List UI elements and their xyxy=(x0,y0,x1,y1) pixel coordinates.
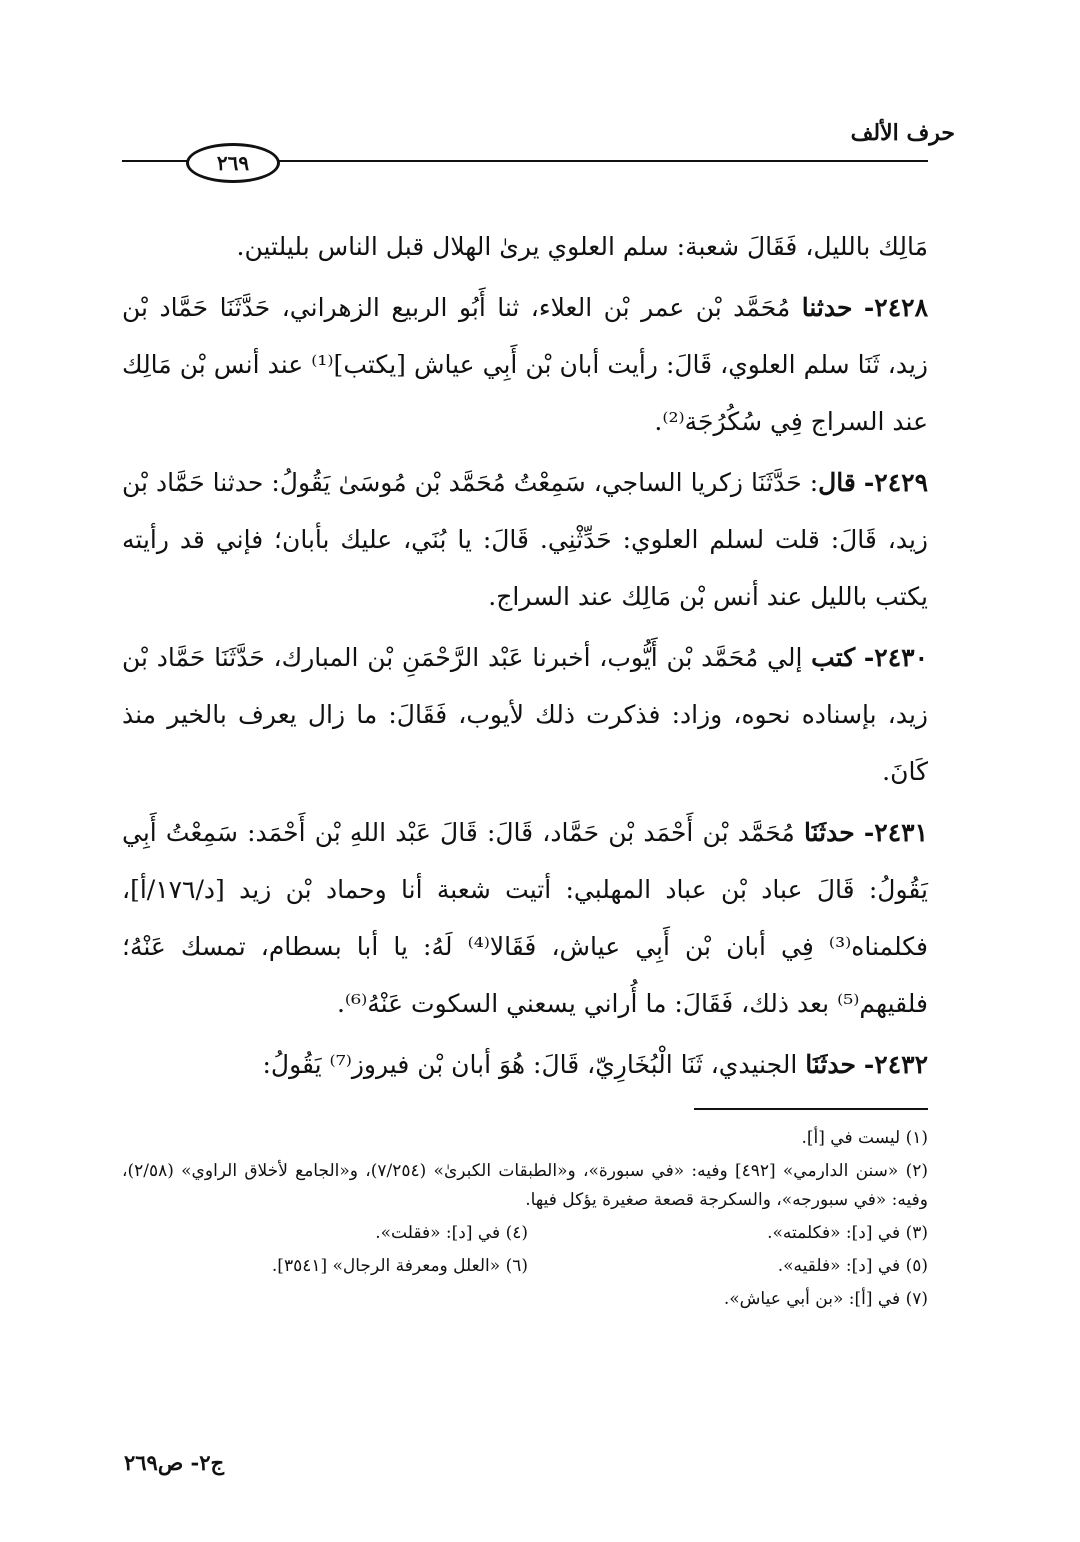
hadith-text: مُحَمَّد بْن عمر بْن العلاء، ثنا أَبُو الربيع الزهراني، حَدَّثَنَا حَمَّاد بْن زيد، ثَنَا سلم العلوي، قَالَ: رأيت أبان بْن أَبِي عياش [يكتب]⁽¹⁾ عند أنس بْن مَالِك عند السراج فِي سُكُرُجَة⁽²⁾. xyxy=(122,293,928,436)
running-title: حرف الألف xyxy=(850,120,955,146)
hadith-lead: حدثَنَا xyxy=(805,1050,856,1079)
hadith-text: الجنيدي، ثَنَا الْبُخَارِيّ، قَالَ: هُوَ أبان بْن فيروز⁽⁷⁾ يَقُولُ: xyxy=(262,1050,798,1079)
hadith-number: ٢٤٣٢- xyxy=(863,1050,928,1079)
hadith-text: إلي مُحَمَّد بْن أَيُّوب، أخبرنا عَبْد الرَّحْمَنِ بْن المبارك، حَدَّثَنَا حَمَّاد بْن زيد، بإسناده نحوه، وزاد: فذكرت ذلك لأيوب، فَقَالَ: ما زال يعرف بالخير منذ كَانَ. xyxy=(122,643,928,786)
hadith-lead: كتب xyxy=(811,643,856,672)
hadith-number: ٢٤٢٩- xyxy=(863,468,928,497)
hadith-number: ٢٤٣٠- xyxy=(863,643,928,672)
footnote-row-3-4 xyxy=(122,1219,928,1248)
paragraph-text: مَالِك بالليل، فَقَالَ شعبة: سلم العلوي يرىٰ الهلال قبل الناس بليلتين. xyxy=(236,232,928,261)
footnote-5: (٥) في [د]: «فلقيه». xyxy=(777,1256,928,1276)
footnote-7: (٧) في [أ]: «بن أبي عياش». xyxy=(723,1289,928,1309)
footnote-1: (١) ليست في [أ]. xyxy=(801,1128,928,1148)
hadith-lead: قال xyxy=(818,468,856,497)
hadith-2431 xyxy=(122,804,928,1032)
hadith-2428 xyxy=(122,279,928,450)
hadith-lead: حدثَنَا xyxy=(804,818,855,847)
main-text xyxy=(122,218,928,1097)
footnote-2: (٢) «سنن الدارمي» [٤٩٢] وفيه: «في سبورة»، و«الطبقات الكبرىٰ» (٧/٢٥٤)، و«الجامع لأخلاق الراوي» (٢/٥٨)، وفيه: «في سبورجه»، والسكرجة قصعة صغيرة يؤكل فيها. xyxy=(122,1161,928,1210)
hadith-lead: حدثنا xyxy=(801,293,853,322)
footnote-4: (٤) في [د]: «فقلت». xyxy=(375,1223,528,1243)
hadith-number: ٢٤٣١- xyxy=(863,818,928,847)
footnote-row-5-6 xyxy=(122,1252,928,1281)
paragraph-continuation xyxy=(122,218,928,275)
footnote-3: (٣) في [د]: «فكلمته». xyxy=(767,1223,928,1243)
hadith-text: : حَدَّثَنَا زكريا الساجي، سَمِعْتُ مُحَمَّد بْن مُوسَىٰ يَقُولُ: حدثنا حَمَّاد بْن زيد، قَالَ: قلت لسلم العلوي: حَدِّثْنِي. قَالَ: يا بُنَي، عليك بأبان؛ فإني قد رأيته يكتب بالليل عند أنس بْن مَالِك عند السراج. xyxy=(122,468,928,611)
hadith-number: ٢٤٢٨- xyxy=(863,293,928,322)
hadith-2432 xyxy=(122,1036,928,1093)
footnote-6: (٦) «العلل ومعرفة الرجال» [٣٥٤١]. xyxy=(271,1256,528,1276)
footnote-rule xyxy=(694,1108,928,1110)
hadith-2429 xyxy=(122,454,928,625)
volume-page-reference: ج٢- ص٢٦٩ xyxy=(124,1450,225,1475)
footnotes xyxy=(122,1124,928,1318)
page-number-badge: ٢٦٩ xyxy=(186,143,280,183)
hadith-2430 xyxy=(122,629,928,800)
hadith-text: مُحَمَّد بْن أَحْمَد بْن حَمَّاد، قَالَ: قَالَ عَبْد اللهِ بْن أَحْمَد: سَمِعْتُ أَبِي يَقُولُ: قَالَ عباد بْن عباد المهلبي: أتيت شعبة أنا وحماد بْن زيد [د/١٧٦/أ]، فكلمناه⁽³⁾ فِي أبان بْن أَبِي عياش، فَقَالا⁽⁴⁾ لَهُ: يا أبا بسطام، تمسك عَنْهُ؛ فلقيهم⁽⁵⁾ بعد ذلك، فَقَالَ: ما أُراني يسعني السكوت عَنْهُ⁽⁶⁾. xyxy=(122,818,928,1018)
